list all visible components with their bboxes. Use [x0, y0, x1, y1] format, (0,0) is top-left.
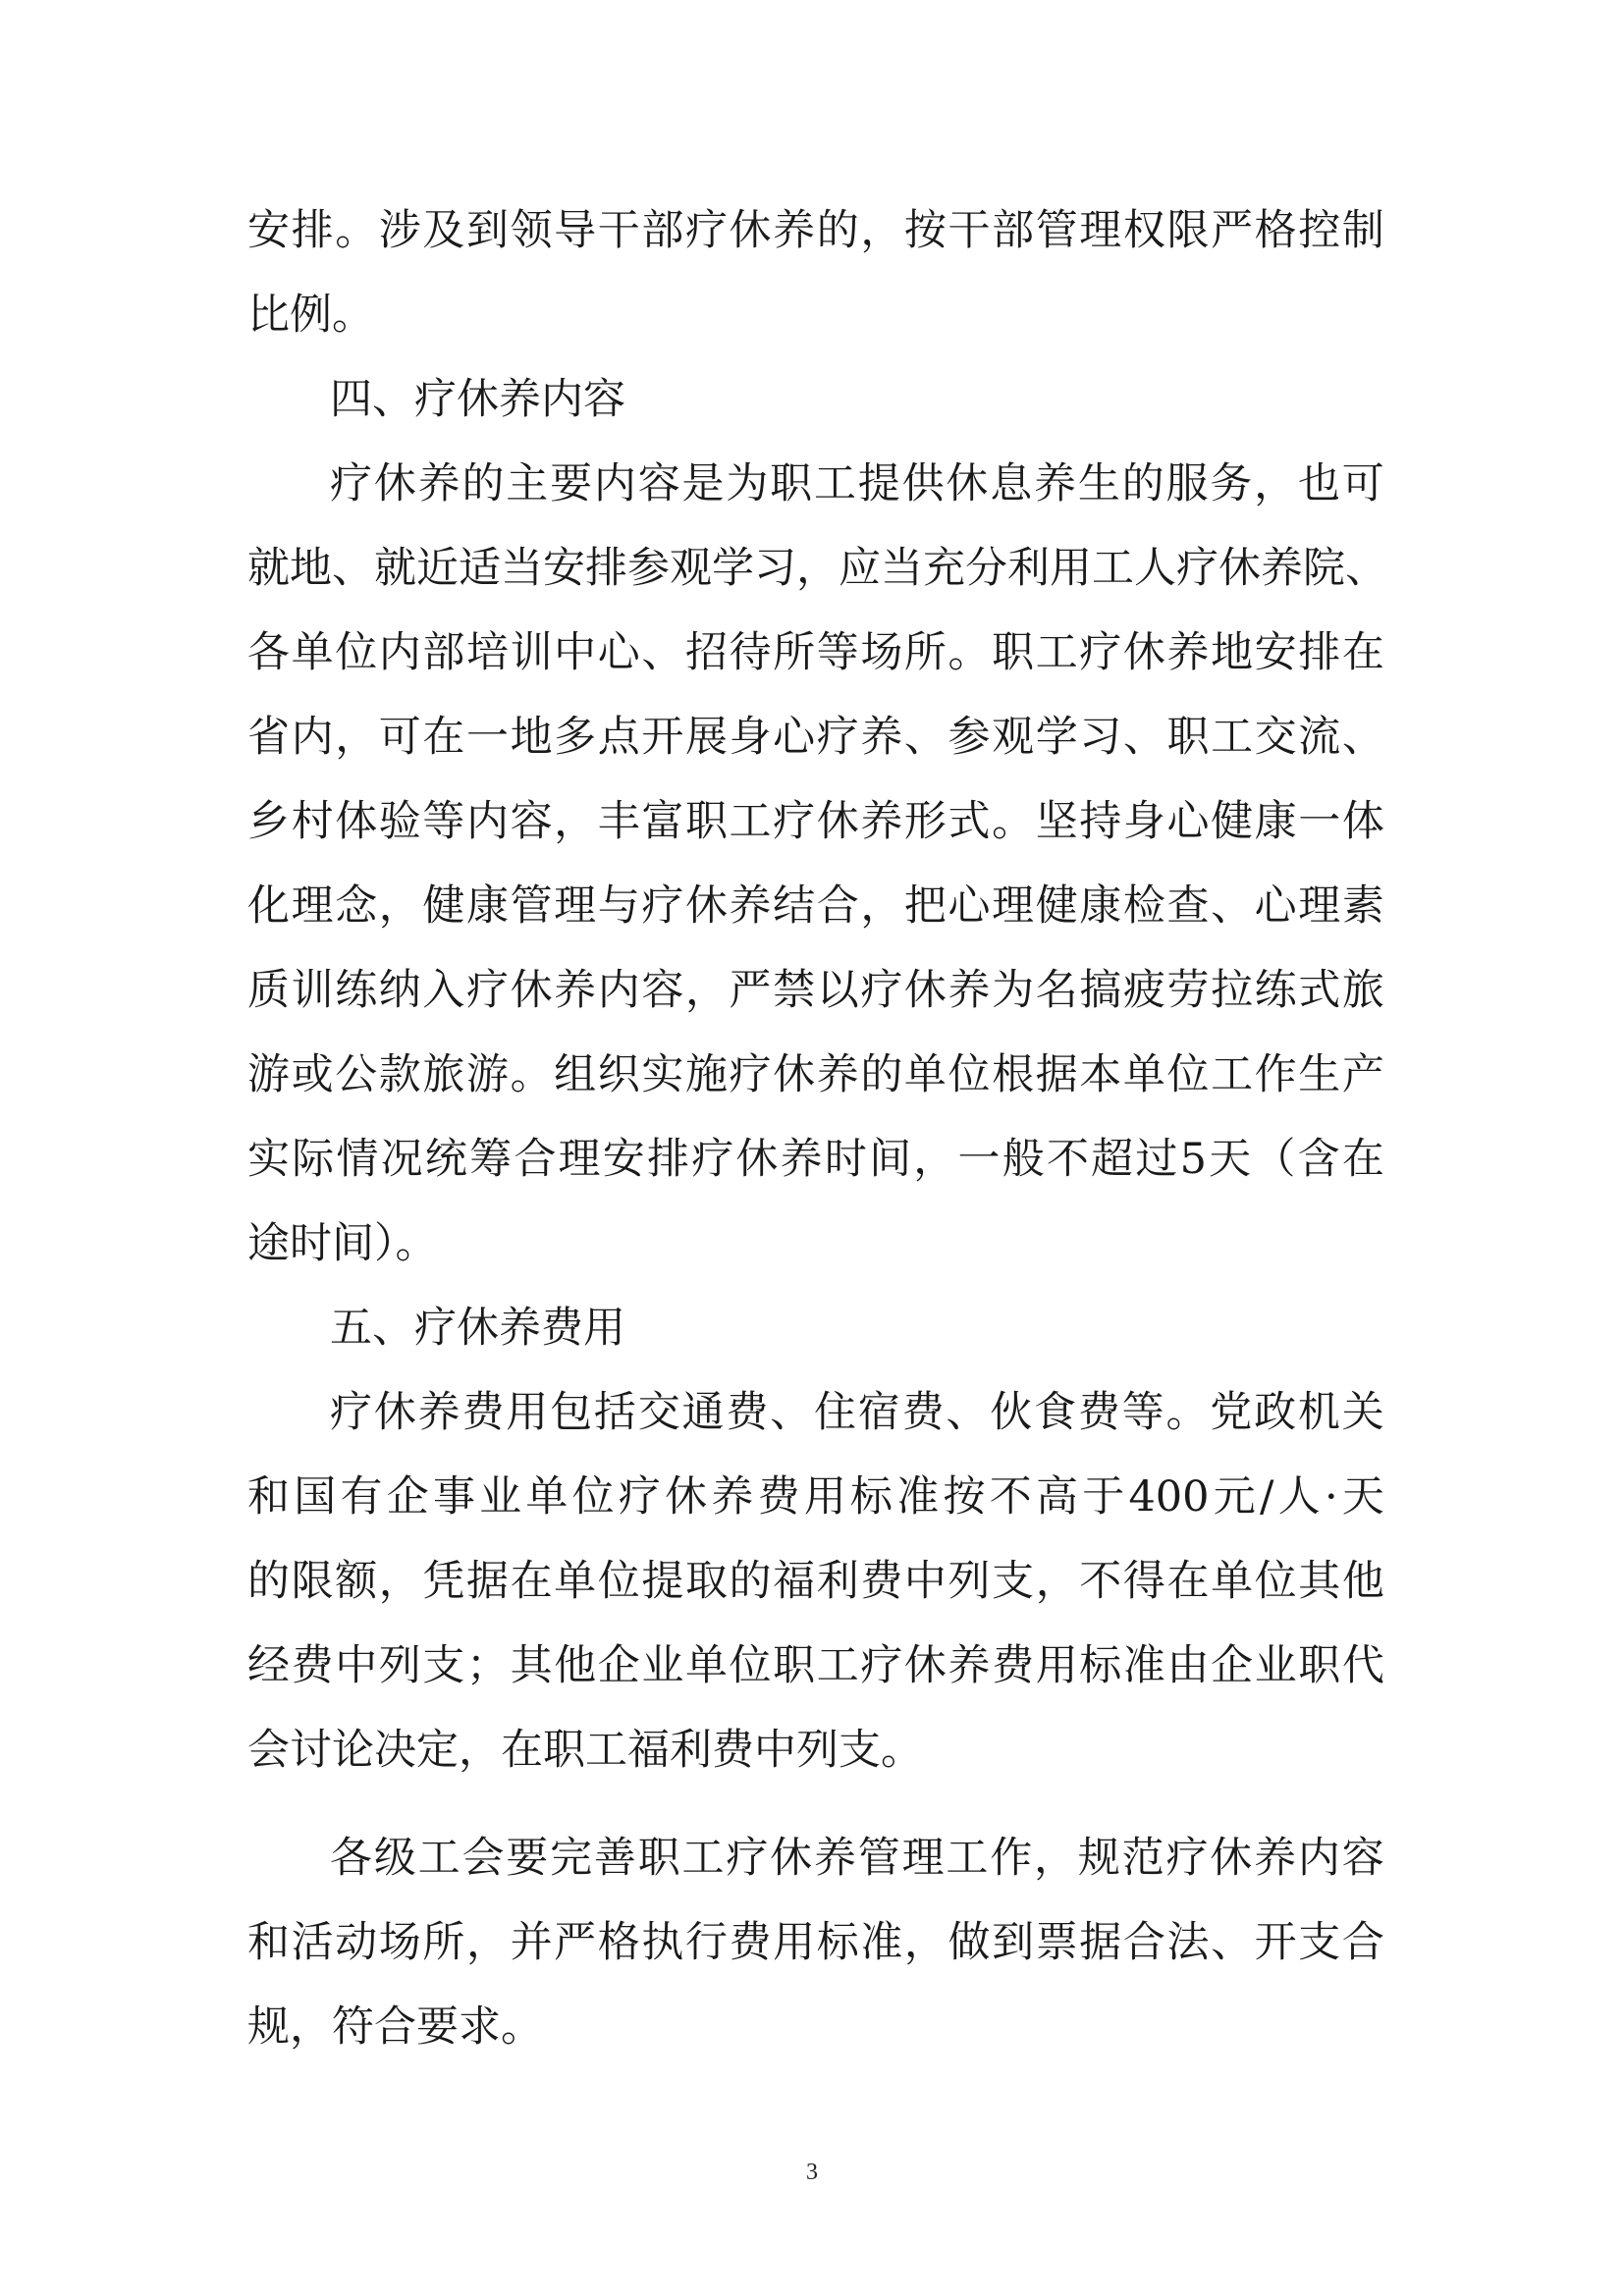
paragraph-line: 省 内 ， 可 在 一 地 多 点 开 展 身 心 疗 养 、 参 观 学 习 、 职 工 交 流 、: [247, 713, 1384, 762]
paragraph-line: 会讨论决定，在职工福利费中列支。: [247, 1726, 923, 1775]
paragraph-line: 安 排 。 涉 及 到 领 导 干 部 疗 休 养 的 ， 按 干 部 管 理 权 限 严 格 控 制: [247, 206, 1384, 255]
paragraph-line: 质 训 练 纳 入 疗 休 养 内 容 ， 严 禁 以 疗 休 养 为 名 搞 疲 劳 拉 练 式 旅: [247, 966, 1384, 1015]
paragraph-line: 比例。: [247, 291, 374, 340]
paragraph-line: 游 或 公 款 旅 游 。 组 织 实 施 疗 休 养 的 单 位 根 据 本 单 位 工 作 生 产: [247, 1050, 1384, 1099]
paragraph-line: 和 活 动 场 所 ， 并 严 格 执 行 费 用 标 准 ， 做 到 票 据 合 法 、 开 支 合: [247, 1918, 1384, 1967]
paragraph-line: 途时间）。: [247, 1219, 438, 1268]
paragraph-line: 经 费 中 列 支 ； 其 他 企 业 单 位 职 工 疗 休 养 费 用 标 准 由 企 业 职 代: [247, 1641, 1384, 1690]
paragraph-line: 和 国 有 企 事 业 单 位 疗 休 养 费 用 标 准 按 不 高 于 400 元 / 人 · 天: [247, 1472, 1384, 1522]
paragraph-line: 疗 休 养 费 用 包 括 交 通 费 、 住 宿 费 、 伙 食 费 等 。 党 政 机 关: [330, 1388, 1384, 1437]
paragraph-line: 实 际 情 况 统 筹 合 理 安 排 疗 休 养 时 间 ， 一 般 不 超 过 5 天 （ 含 在: [247, 1135, 1384, 1184]
paragraph-line: 规，符合要求。: [247, 2002, 543, 2052]
paragraph-line: 疗 休 养 的 主 要 内 容 是 为 职 工 提 供 休 息 养 生 的 服 务 ， 也 可: [330, 459, 1384, 508]
paragraph-line: 的 限 额 ， 凭 据 在 单 位 提 取 的 福 利 费 中 列 支 ， 不 得 在 单 位 其 他: [247, 1557, 1384, 1606]
section-heading-cost: 五、疗休养费用: [330, 1304, 625, 1353]
paragraph-line: 各 级 工 会 要 完 善 职 工 疗 休 养 管 理 工 作 ， 规 范 疗 休 养 内 容: [330, 1834, 1384, 1883]
paragraph-line: 各 单 位 内 部 培 训 中 心 、 招 待 所 等 场 所 。 职 工 疗 休 养 地 安 排 在: [247, 628, 1384, 677]
page-number: 3: [806, 2160, 818, 2185]
section-heading-content: 四、疗休养内容: [330, 375, 625, 424]
paragraph-line: 乡 村 体 验 等 内 容 ， 丰 富 职 工 疗 休 养 形 式 。 坚 持 身 心 健 康 一 体: [247, 797, 1384, 846]
paragraph-line: 化 理 念 ， 健 康 管 理 与 疗 休 养 结 合 ， 把 心 理 健 康 检 查 、 心 理 素: [247, 881, 1384, 931]
paragraph-line: 就 地 、 就 近 适 当 安 排 参 观 学 习 ， 应 当 充 分 利 用 工 人 疗 休 养 院 、: [247, 544, 1387, 593]
